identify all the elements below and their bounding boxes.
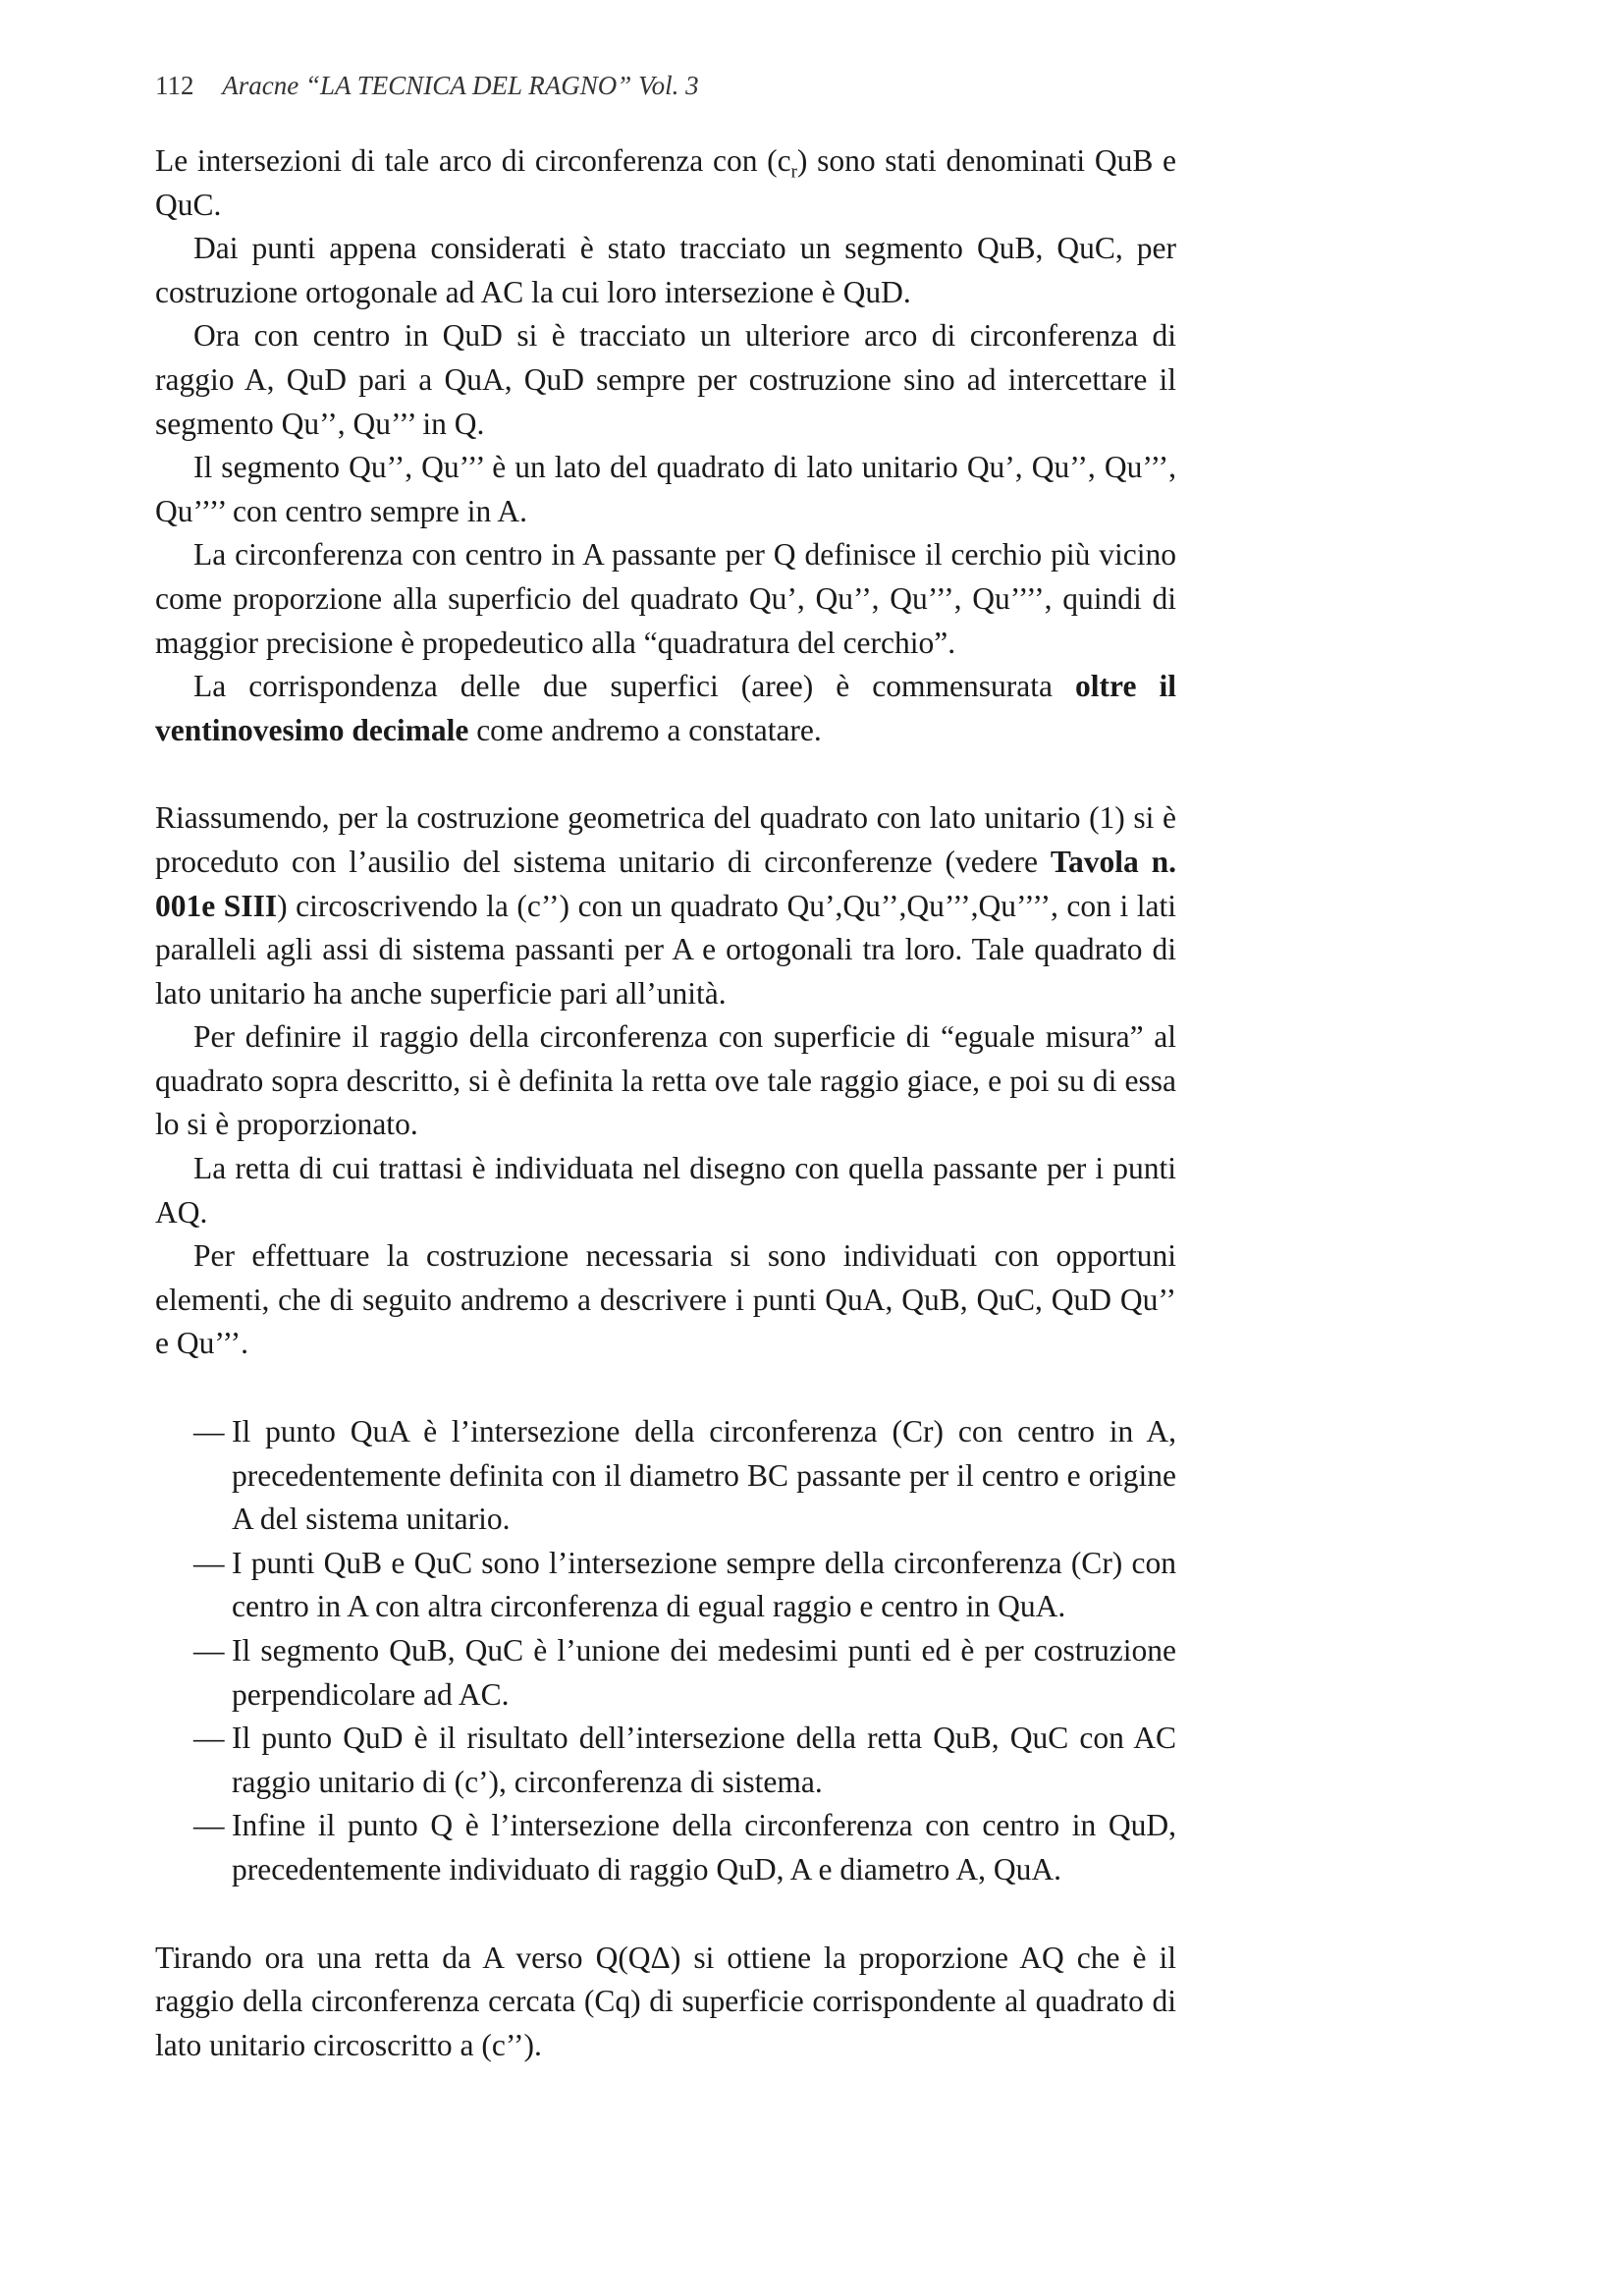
paragraph: Dai punti appena considerati è stato tracciato un segmento QuB, QuC, per costruzione ortogonale ad AC la cui loro intersezione è QuD. — [155, 231, 1176, 309]
list-item-text: Il segmento QuB, QuC è l’unione dei medesimi punti ed è per costruzione perpendicolare ad AC. — [232, 1633, 1176, 1712]
text-run: ) circoscrivendo la (c’’) con un quadrato Qu’,Qu’’,Qu’’’,Qu’’’’, con i lati paralleli agli assi di sistema passanti per A e ortogonali tra loro. Tale quadrato di lato unitario ha anche superficie pari all’unità. — [155, 888, 1176, 1011]
text-run: La corrispondenza delle due superfici (aree) è commensurata — [193, 669, 1076, 704]
dash-bullet: — — [193, 1633, 225, 1667]
dash-bullet: — — [193, 1808, 225, 1843]
dash-bullet: — — [193, 1414, 225, 1449]
dash-bullet: — — [193, 1545, 225, 1580]
dash-list — [155, 1410, 1176, 1892]
bold-text: oltre il ventinovesimo decimale — [155, 669, 1176, 747]
list-item — [155, 1717, 1176, 1804]
paragraph — [155, 139, 1176, 227]
list-item — [155, 1410, 1176, 1542]
paragraph: Ora con centro in QuD si è tracciato un ulteriore arco di circonferenza di raggio A, QuD pari a QuA, QuD sempre per costruzione sino ad intercettare il segmento Qu’’, Qu’’’ in Q. — [155, 318, 1176, 441]
paragraph: La retta di cui trattasi è individuata nel disegno con quella passante per i punti AQ. — [155, 1151, 1176, 1230]
spacer — [155, 752, 1176, 796]
body-text — [155, 139, 1176, 2067]
paragraph: Per effettuare la costruzione necessaria si sono individuati con opportuni elementi, che di seguito andremo a descrivere i punti QuA, QuB, QuC, QuD Qu’’ e Qu’’’. — [155, 1238, 1176, 1361]
list-item-text: Infine il punto Q è l’intersezione della circonferenza con centro in QuD, precedentemente individuato di raggio QuD, A e diametro A, QuA. — [232, 1808, 1176, 1886]
text-run: Riassumendo, per la costruzione geometrica del quadrato con lato unitario (1) si è proceduto con l’ausilio del sistema unitario di circonferenze (vedere — [155, 800, 1176, 879]
paragraph — [155, 665, 1176, 752]
spacer — [155, 1892, 1176, 1937]
list-item — [155, 1804, 1176, 1891]
list-item-text: I punti QuB e QuC sono l’intersezione sempre della circonferenza (Cr) con centro in A con altra circonferenza di egual raggio e centro in QuA. — [232, 1545, 1176, 1624]
spacer — [155, 1366, 1176, 1410]
bold-text: Tavola n. 001e SIII — [155, 844, 1176, 923]
paragraph: Tirando ora una retta da A verso Q(QΔ) si ottiene la proporzione AQ che è il raggio della circonferenza cercata (Cq) di superficie corrispondente al quadrato di lato unitario circoscritto a (c’’). — [155, 1940, 1176, 2062]
subscript: r — [790, 161, 797, 183]
paragraph: La circonferenza con centro in A passante per Q definisce il cerchio più vicino come proporzione alla superficio del quadrato Qu’, Qu’’, Qu’’’, Qu’’’’, quindi di maggior precisione è propedeutico alla “quadratura del cerchio”. — [155, 537, 1176, 660]
dash-bullet: — — [193, 1721, 225, 1756]
running-title: Aracne “LA TECNICA DEL RAGNO” Vol. 3 — [222, 71, 699, 100]
text-run: Le intersezioni di tale arco di circonferenza con (c — [155, 143, 791, 178]
list-item-text: Il punto QuA è l’intersezione della circonferenza (Cr) con centro in A, precedentemente definita con il diametro BC passante per il centro e origine A del sistema unitario. — [232, 1414, 1176, 1537]
paragraph — [155, 796, 1176, 1015]
list-item — [155, 1542, 1176, 1629]
page-number: 112 — [155, 71, 194, 100]
text-run: come andremo a constatare. — [468, 712, 822, 747]
running-header — [155, 71, 699, 101]
list-item-text: Il punto QuD è il risultato dell’intersezione della retta QuB, QuC con AC raggio unitario di (c’), circonferenza di sistema. — [232, 1721, 1176, 1799]
paragraph: Per definire il raggio della circonferenza con superficie di “eguale misura” al quadrato sopra descritto, si è definita la retta ove tale raggio giace, e poi su di essa lo si è proporzionato. — [155, 1019, 1176, 1142]
list-item — [155, 1629, 1176, 1717]
text-run: ) sono stati denominati QuB e QuC. — [155, 143, 1177, 222]
paragraph: Il segmento Qu’’, Qu’’’ è un lato del quadrato di lato unitario Qu’, Qu’’, Qu’’’, Qu’’’’ con centro sempre in A. — [155, 450, 1176, 528]
